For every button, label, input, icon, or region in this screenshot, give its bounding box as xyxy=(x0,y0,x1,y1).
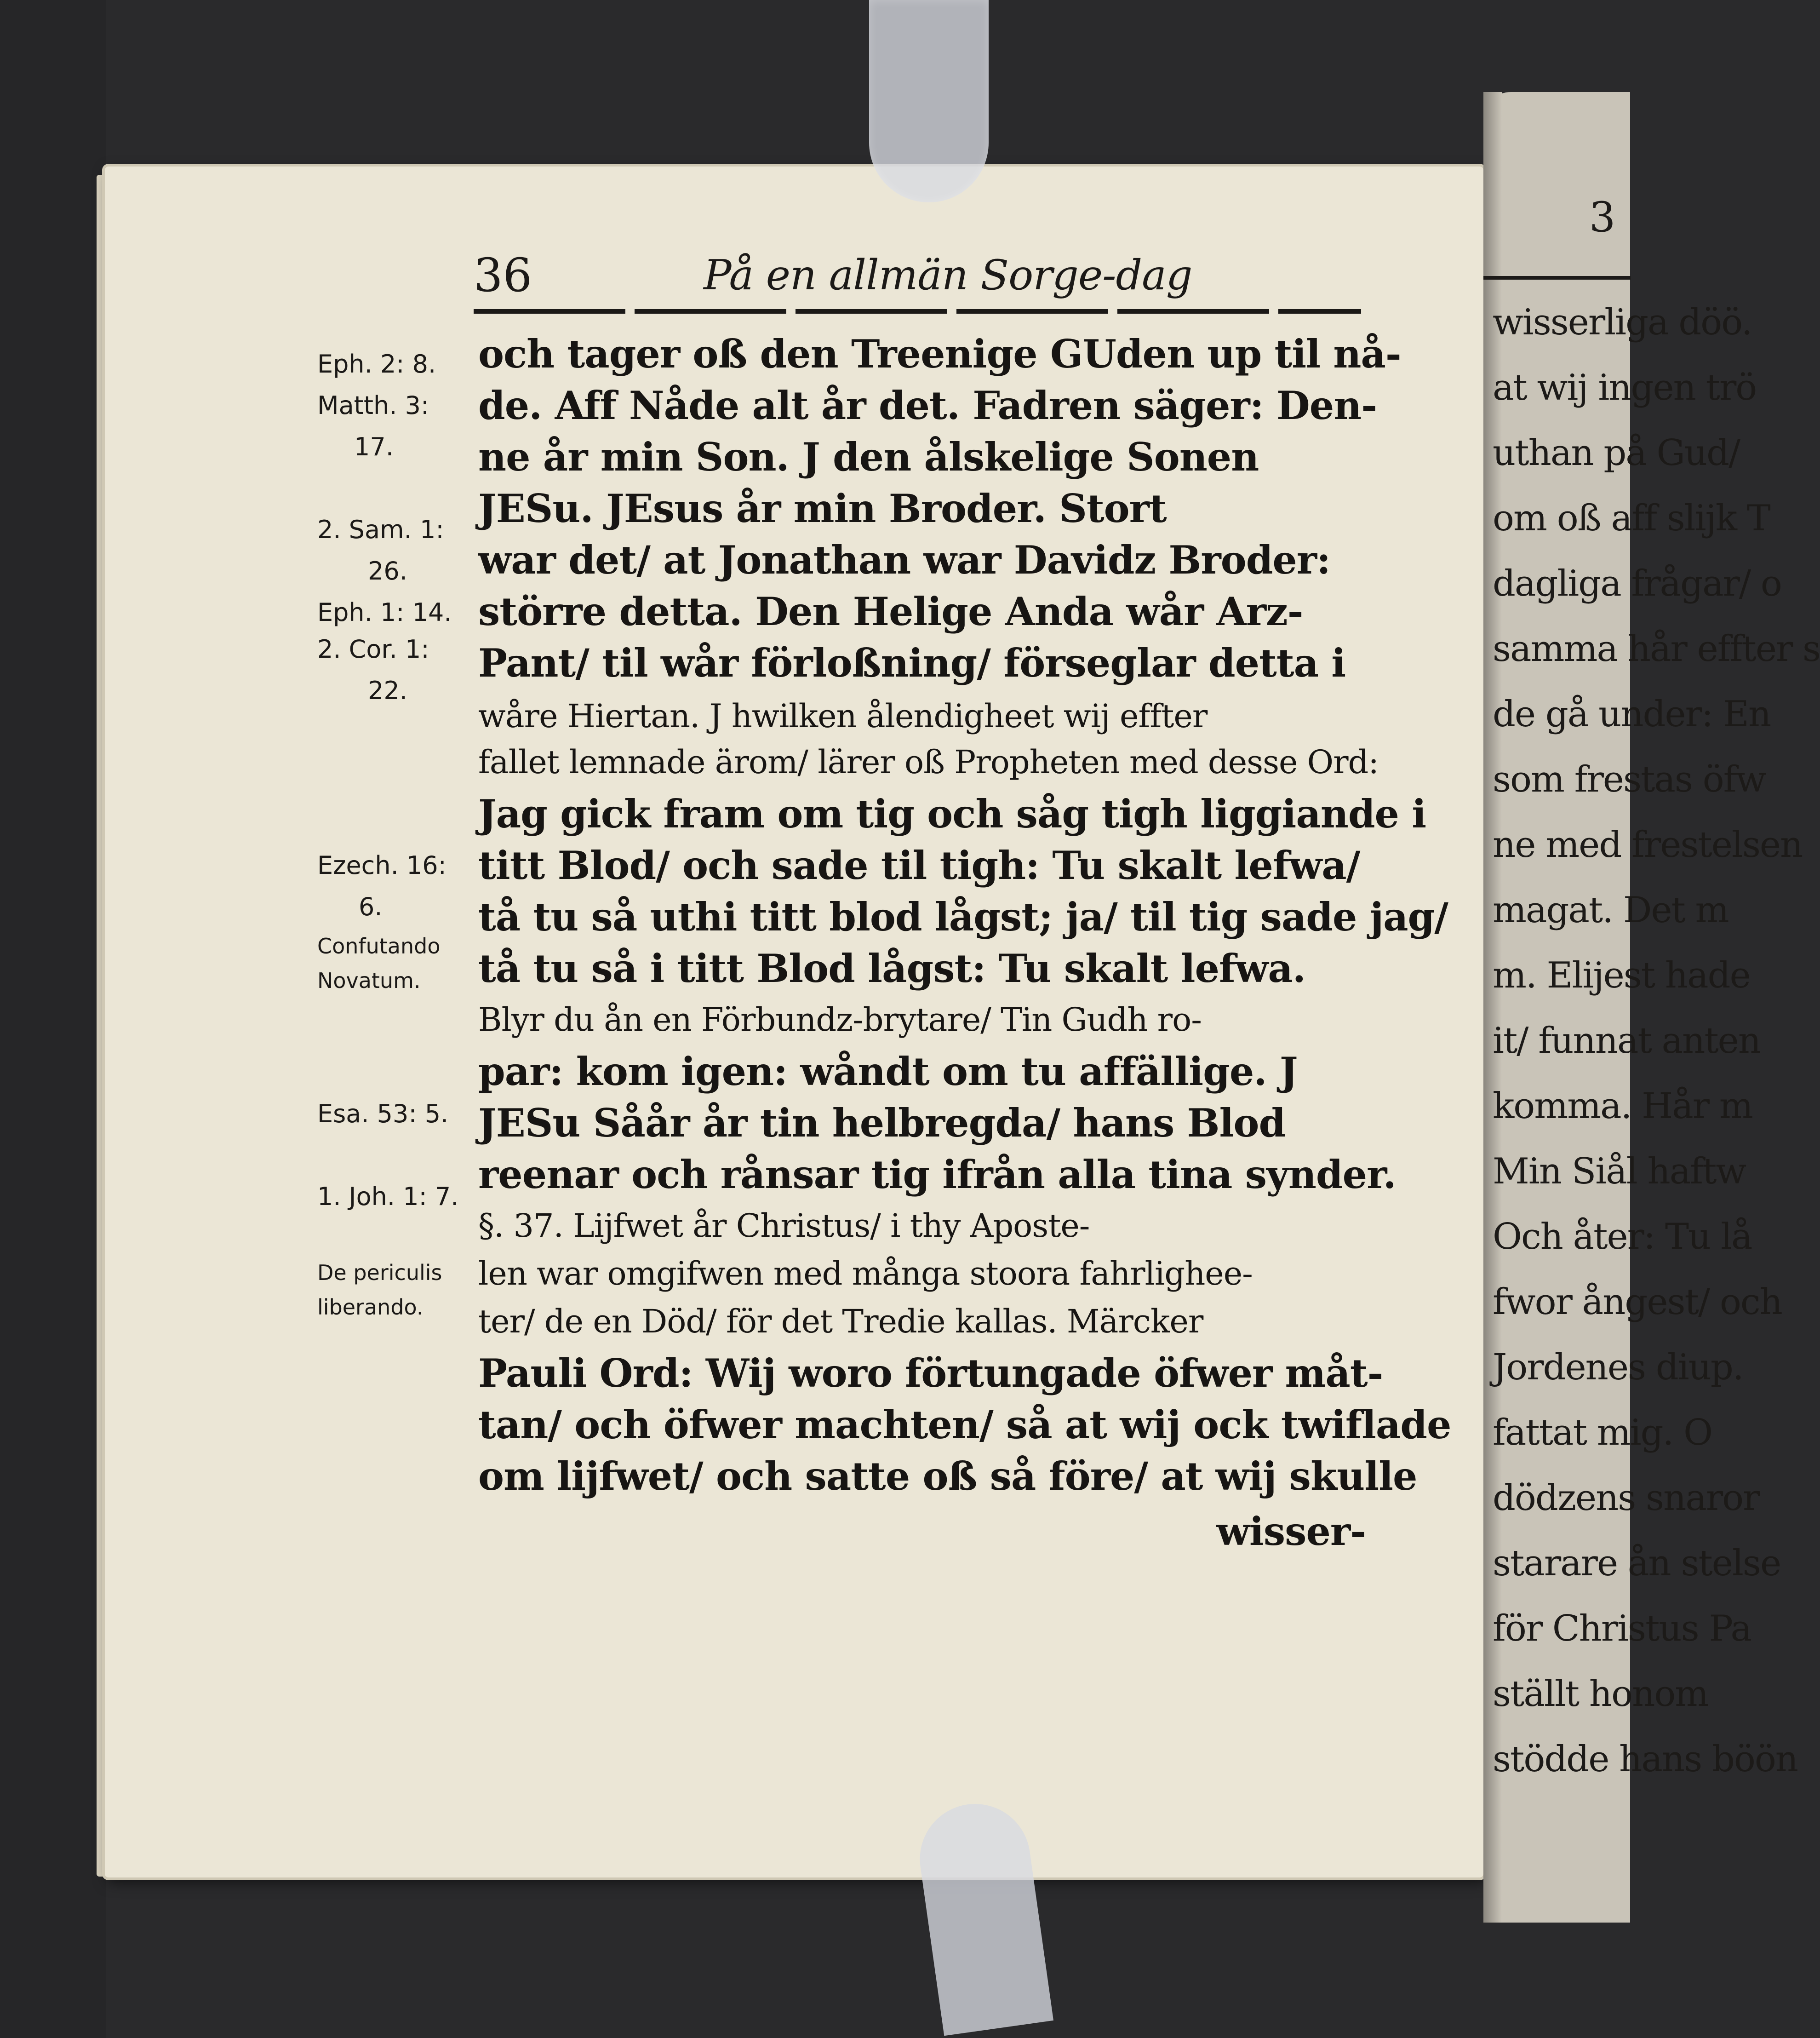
text-line: tå tu så i titt Blod lågst: Tu skalt lefwa. xyxy=(478,946,1306,991)
margin-note: Ezech. 16: xyxy=(317,851,446,880)
margin-note: Eph. 2: 8. xyxy=(317,350,436,379)
facing-page-number: 3 xyxy=(1589,193,1616,241)
page-number: 36 xyxy=(474,248,532,302)
facing-text-line: Min Siål haftw xyxy=(1493,1151,1746,1192)
facing-text-line: starare ån stelse xyxy=(1493,1543,1781,1584)
text-line: tan/ och öfwer machten/ så at wij ock twiflade xyxy=(478,1402,1451,1447)
text-line: tå tu så uthi titt blod lågst; ja/ til tig sade jag/ xyxy=(478,894,1448,940)
page-header xyxy=(474,248,1361,308)
margin-note: Eph. 1: 14. xyxy=(317,598,452,627)
catchword: wisser- xyxy=(1216,1509,1366,1554)
text-line: större detta. Den Helige Anda wår Arz- xyxy=(478,589,1303,634)
text-line: Blyr du ån en Förbundz-brytare/ Tin Gudh ro- xyxy=(478,1001,1202,1039)
facing-header-rule xyxy=(1483,276,1631,280)
text-line: reenar och rånsar tig ifrån alla tina synder. xyxy=(478,1152,1396,1197)
margin-note: 1. Joh. 1: 7. xyxy=(317,1182,459,1211)
text-line: de. Aff Nåde alt år det. Fadren säger: Den- xyxy=(478,383,1377,428)
margin-note: Confutando xyxy=(317,934,441,959)
margin-note: Novatum. xyxy=(317,968,421,993)
facing-text-line: som frestas öfw xyxy=(1493,759,1766,800)
facing-page-text xyxy=(1493,290,1820,1792)
facing-text-line: om oß aff slijk T xyxy=(1493,498,1770,539)
text-line: par: kom igen: wåndt om tu affällige. J xyxy=(478,1049,1298,1094)
header-rule xyxy=(474,309,1361,314)
facing-text-line: fattat mig. O xyxy=(1493,1412,1712,1453)
text-line: och tager oß den Treenige GUden up til nå- xyxy=(478,331,1401,377)
margin-note: Esa. 53: 5. xyxy=(317,1099,449,1128)
text-line: titt Blod/ och sade til tigh: Tu skalt lefwa/ xyxy=(478,843,1360,888)
facing-text-line: Och åter: Tu lå xyxy=(1493,1216,1752,1257)
background-left xyxy=(0,0,106,2038)
text-line: len war omgifwen med många stoora fahrlighee- xyxy=(478,1255,1253,1292)
facing-page xyxy=(1483,92,1820,1923)
margin-note: liberando. xyxy=(317,1295,424,1320)
text-line: ter/ de en Död/ för det Tredie kallas. Märcker xyxy=(478,1303,1203,1340)
margin-note: De periculis xyxy=(317,1260,442,1285)
facing-text-line: ne med frestelsen xyxy=(1493,824,1803,866)
facing-text-line: dödzens snaror xyxy=(1493,1477,1759,1519)
text-line: fallet lemnade ärom/ lärer oß Propheten med desse Ord: xyxy=(478,743,1379,781)
margin-note: 26. xyxy=(368,557,407,586)
text-line: Pant/ til wår förloßning/ förseglar detta i xyxy=(478,640,1346,686)
facing-text-line: Jordenes diup. xyxy=(1493,1347,1743,1388)
text-line: JESu. JEsus år min Broder. Stort xyxy=(478,486,1167,531)
margin-note: 2. Sam. 1: xyxy=(317,515,444,544)
running-title: På en allmän Sorge-dag xyxy=(704,251,1192,299)
margin-note: 17. xyxy=(354,432,394,461)
text-line: Jag gick fram om tig och såg tigh liggiande i xyxy=(478,791,1426,837)
facing-text-line: för Christus Pa xyxy=(1493,1608,1751,1649)
text-line: war det/ at Jonathan war Davidz Broder: xyxy=(478,537,1331,583)
facing-text-line: stödde hans böön xyxy=(1493,1739,1798,1780)
facing-text-line: de gå under: En xyxy=(1493,694,1771,735)
text-line: wåre Hiertan. J hwilken ålendigheet wij effter xyxy=(478,697,1208,735)
facing-text-line: wisserliga döö. xyxy=(1493,302,1752,343)
facing-text-line: it/ funnat anten xyxy=(1493,1020,1761,1062)
page-clip-top xyxy=(869,0,989,202)
facing-text-line: komma. Hår m xyxy=(1493,1085,1752,1127)
margin-note: 22. xyxy=(368,676,407,705)
text-line: JESu Såår år tin helbregda/ hans Blod xyxy=(478,1100,1286,1146)
margin-note: 6. xyxy=(359,892,383,921)
margin-note: Matth. 3: xyxy=(317,391,429,420)
facing-text-line: ställt honom xyxy=(1493,1673,1708,1715)
facing-text-line: dagliga frågar/ o xyxy=(1493,563,1781,604)
facing-text-line: uthan på Gud/ xyxy=(1493,432,1740,474)
facing-text-line: fwor ångest/ och xyxy=(1493,1281,1782,1323)
text-line: Pauli Ord: Wij woro förtungade öfwer måt- xyxy=(478,1350,1383,1396)
text-line: om lijfwet/ och satte oß så före/ at wij skulle xyxy=(478,1453,1417,1499)
facing-text-line: at wij ingen trö xyxy=(1493,367,1757,408)
text-line: ne år min Son. J den ålskelige Sonen xyxy=(478,434,1259,480)
text-line: §. 37. Lijfwet år Christus/ i thy Aposte- xyxy=(478,1207,1090,1245)
facing-text-line: m. Elijest hade xyxy=(1493,955,1750,996)
margin-note: 2. Cor. 1: xyxy=(317,635,429,664)
facing-text-line: magat. Det m xyxy=(1493,890,1728,931)
facing-text-line: samma hår effter s xyxy=(1493,628,1820,670)
